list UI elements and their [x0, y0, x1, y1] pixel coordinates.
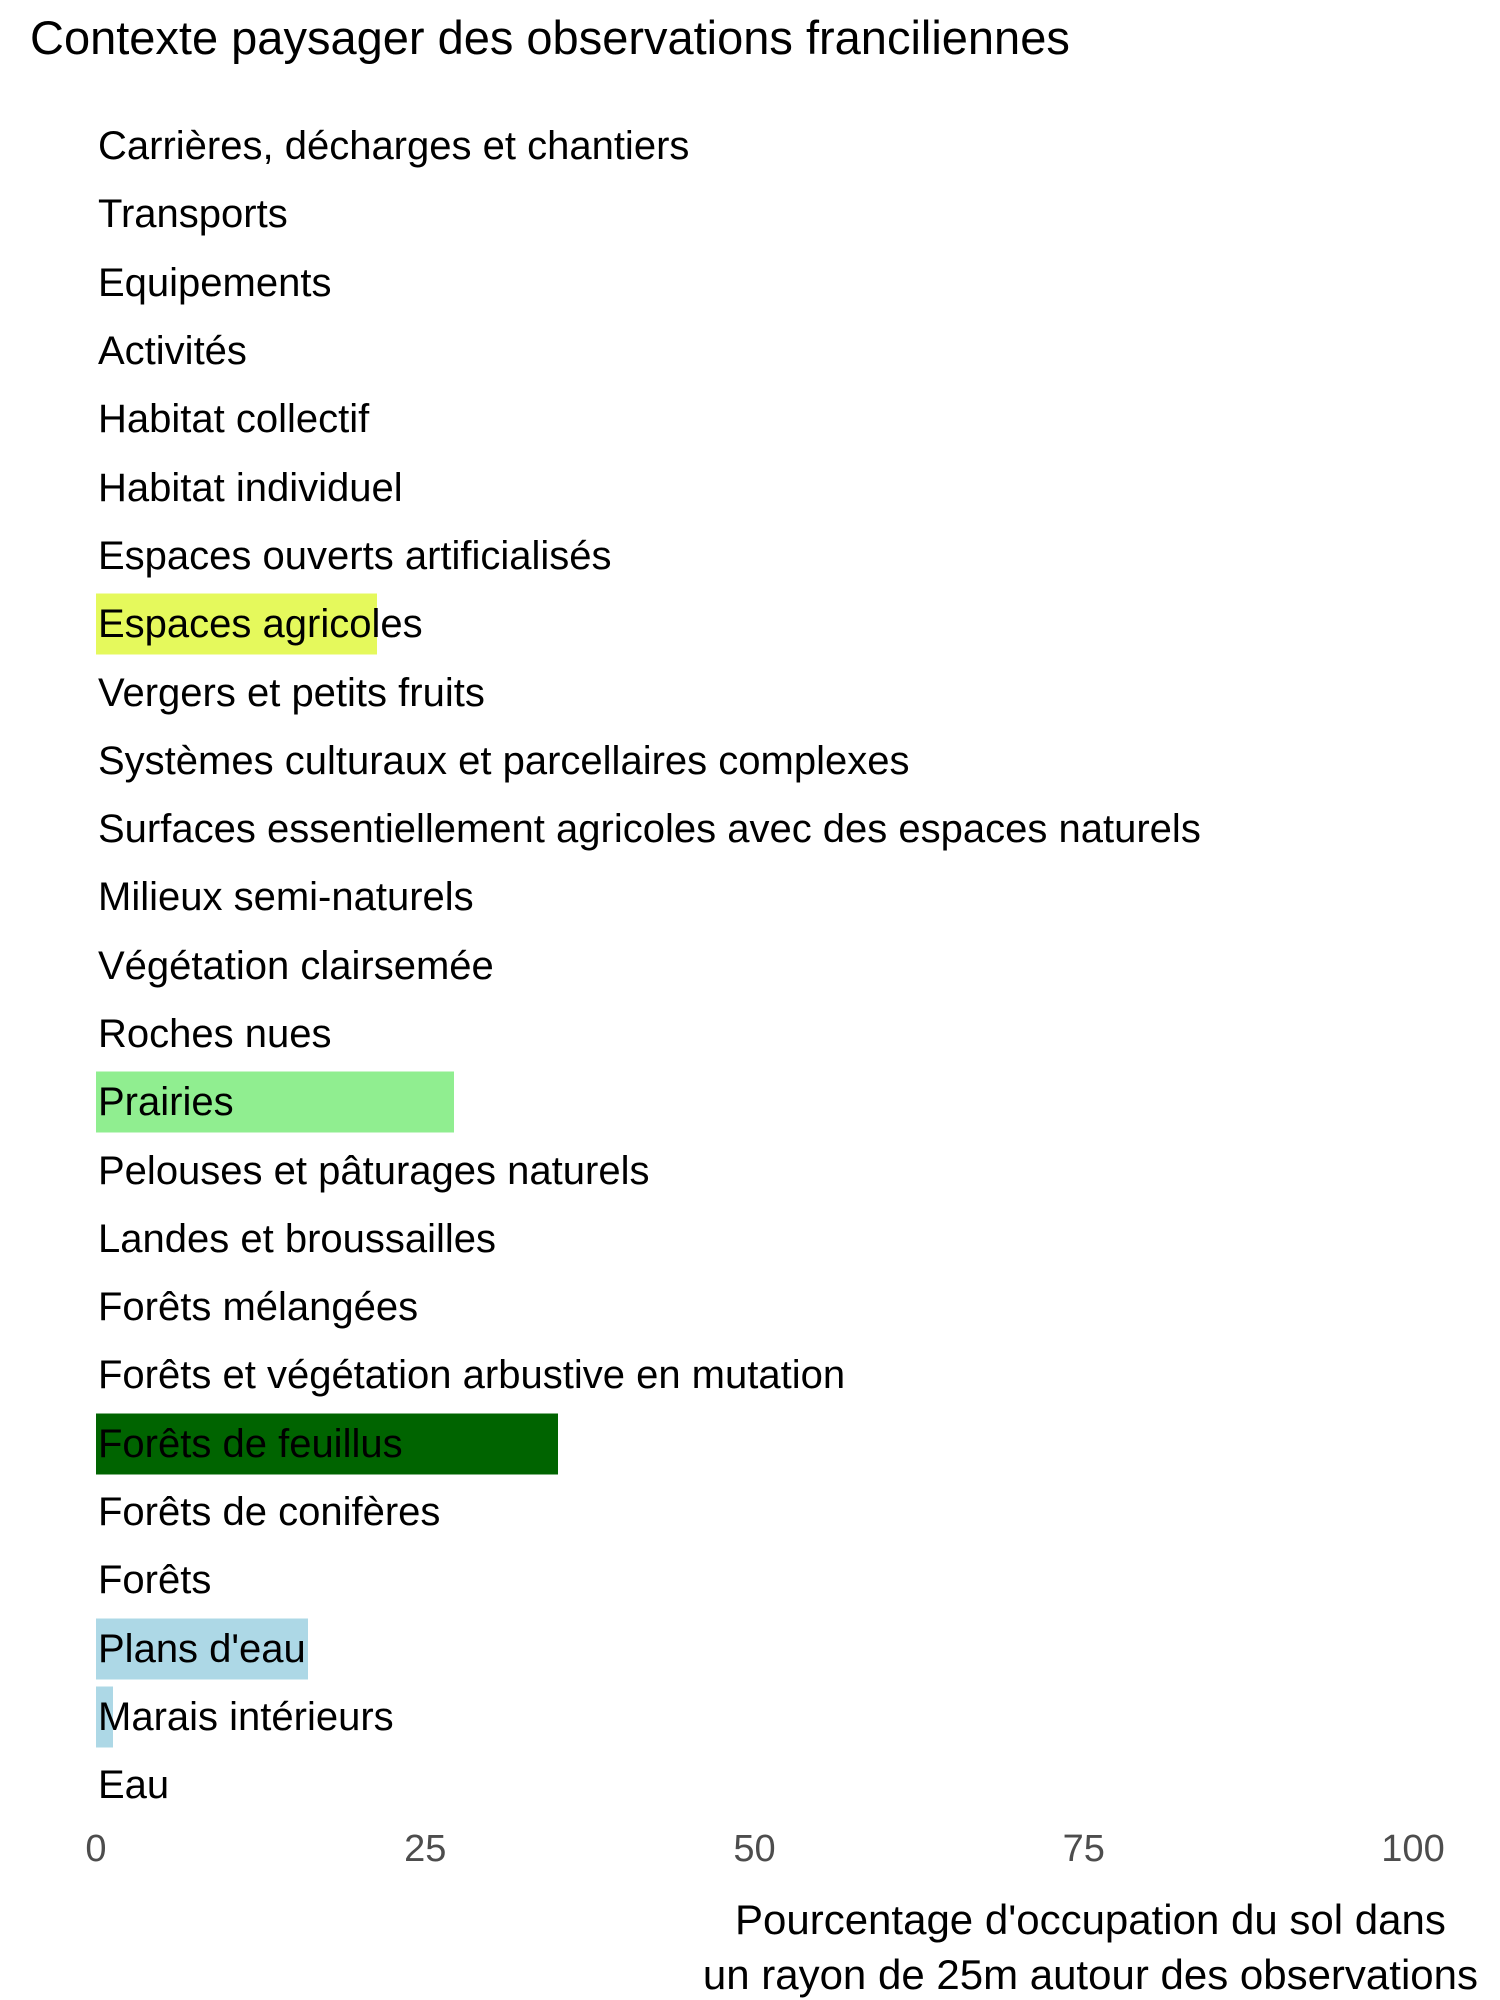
bar-rows [0, 112, 1500, 1819]
category-label: Vergers et petits fruits [98, 670, 485, 715]
chart-title: Contexte paysager des observations franciliennes [30, 11, 1070, 64]
chart-row [0, 1478, 1500, 1546]
chart-row [0, 112, 1500, 180]
category-label: Equipements [98, 260, 332, 305]
x-tick-label: 0 [85, 1828, 107, 1870]
category-label: Forêts de conifères [98, 1490, 441, 1535]
category-label: Habitat individuel [98, 465, 403, 510]
category-label: Carrières, décharges et chantiers [98, 124, 690, 169]
x-axis-title-line2: un rayon de 25m autour des observations [702, 1950, 1478, 1998]
x-tick-label: 100 [1381, 1828, 1445, 1870]
category-label: Roches nues [98, 1012, 332, 1056]
chart-row [0, 1615, 1500, 1683]
category-label: Espaces agricoles [98, 602, 423, 647]
chart-row [0, 522, 1500, 590]
x-axis-title-line1: Pourcentage d'occupation du sol dans [734, 1896, 1446, 1943]
category-label: Espaces ouverts artificialisés [98, 533, 612, 578]
category-label: Pelouses et pâturages naturels [98, 1148, 650, 1193]
x-tick-label: 25 [404, 1828, 447, 1870]
category-label: Forêts et végétation arbustive en mutation [98, 1353, 846, 1398]
category-label: Forêts mélangées [98, 1285, 419, 1330]
chart-row [0, 932, 1500, 1000]
chart-row [0, 180, 1500, 248]
chart-row [0, 863, 1500, 931]
chart-row [0, 1341, 1500, 1409]
category-label: Prairies [98, 1080, 234, 1125]
chart-row [0, 317, 1500, 385]
chart-row [0, 727, 1500, 795]
chart-row [0, 658, 1500, 726]
chart-row [0, 590, 1500, 658]
category-label: Milieux semi-naturels [98, 875, 474, 920]
category-label: Eau [98, 1763, 170, 1808]
category-label: Landes et broussailles [98, 1216, 497, 1261]
chart-row [0, 1205, 1500, 1273]
x-tick-label: 50 [733, 1828, 776, 1870]
chart-row [0, 1273, 1500, 1341]
chart-row [0, 795, 1500, 863]
chart-row [0, 1546, 1500, 1614]
x-axis-title [703, 1893, 1478, 2000]
chart-row [0, 1751, 1500, 1819]
category-label: Forêts de feuillus [98, 1421, 403, 1466]
chart-row [0, 1000, 1500, 1068]
category-label: Forêts [98, 1558, 212, 1603]
chart-row [0, 249, 1500, 317]
category-label: Marais intérieurs [98, 1694, 394, 1739]
category-label: Activités [98, 329, 247, 374]
x-axis [0, 1830, 1500, 1876]
chart-row [0, 1410, 1500, 1478]
chart-row [0, 1136, 1500, 1204]
category-label: Transports [98, 192, 288, 237]
category-label: Surfaces essentiellement agricoles avec des espaces naturels [98, 807, 1201, 852]
chart-row [0, 453, 1500, 521]
category-label: Habitat collectif [98, 397, 370, 442]
chart-row [0, 1068, 1500, 1136]
chart-row [0, 1683, 1500, 1751]
category-label: Plans d'eau [98, 1626, 306, 1671]
category-label: Végétation clairsemée [98, 943, 494, 988]
chart-row [0, 385, 1500, 453]
x-tick-label: 75 [1062, 1828, 1105, 1870]
category-label: Systèmes culturaux et parcellaires complexes [98, 738, 910, 783]
